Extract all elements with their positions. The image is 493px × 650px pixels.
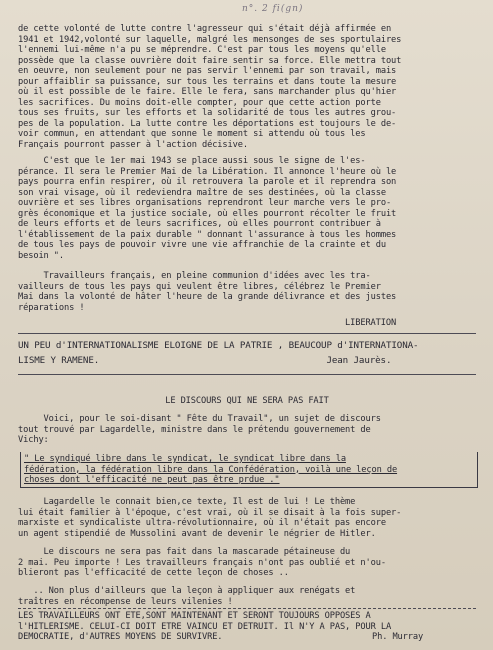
separator-line bbox=[18, 333, 476, 334]
paragraph-discours: Le discours ne sera pas fait dans la mascarade pétaineuse du 2 mai. Peu importe ! Les travailleurs français n'ont pas oublié et n'ou- blieront pas l'efficacité de cette leçon de choses .. bbox=[18, 547, 386, 578]
signature-murray: Ph. Murray bbox=[372, 632, 424, 642]
jaures-quote: UN PEU d'INTERNATIONALISME ELOIGNE DE LA PATRIE , BEAUCOUP d'INTERNATIONA- LISME Y RAMENE. Jean Jaurès. bbox=[18, 340, 419, 366]
paragraph-resistance: de cette volonté de lutte contre l'agresseur qui s'était déjà affirmée en 1941 et 1942,volonté sur laquelle, malgré les mensonges de ses sportulaires l'ennemi lui-même n'a pu se méprendre. C'est par tous les moyens qu'elle possède que la classe ouvrière doit faire sentir sa force. Elle mettra tout en oeuvre, non seulement pour ne pas servir l'ennemi par son travail, mais pour affaiblir sa puissance, sur tous les terrains et dans toute la mesure où il est possible de le faire. Elle le fera, sans marchander plus qu'hier les sacrifices. Du moins doit-elle compter, pour que cette action porte tous ses fruits, sur les efforts et la solidarité de tous les autres grou- pes de la population. La lutte contre les déportations est toujours le de- voir commun, en attendant que sonne le moment si attendu où tous les Français pourront passer à l'action décisive. bbox=[18, 24, 402, 150]
paragraph-lagardelle: Lagardelle le connait bien,ce texte, Il est de lui ! Le thème lui était familier à l'époque, c'est vrai, où il se disait à la fois super- marxiste et syndicaliste ultra-révolutionnaire, où il n'était pas encore un agent stipendié de Mussolini avant de devenir le négrier de Hitler. bbox=[18, 497, 402, 539]
handwritten-note: n°. 2 fi(gn) bbox=[242, 4, 304, 14]
paragraph-hope: C'est que le 1er mai 1943 se place aussi sous le signe de l'es- pérance. Il sera le Premier Mai de la Libération. Il annonce l'heure où le pays pourra enfin respirer, où il retrouvera la parole et il reprendra son son vrai visage, où il redeviendra maître de ses destinées, où la classe ouvrière et ses libres organisations reprendront leur marche vers le pro- grès économique et la justice sociale, où elles pourront récolter le fruit de leurs efforts et de leurs sacrifices, où elles pourront contribuer à l'établissement de la paix durable " donnant l'assurance à tous les hommes de tous les pays de pouvoir vivre une vie affranchie de la crainte et du besoin ". bbox=[18, 156, 397, 261]
section-title: LE DISCOURS QUI NE SERA PAS FAIT bbox=[165, 396, 329, 406]
paragraph-appeal: Travailleurs français, en pleine communion d'idées avec les tra- vailleurs de tous les pays qui veulent être libres, célébrez le Premier Mai dans la volonté de hâter l'heure de la grande délivrance et des justes réparations ! bbox=[18, 271, 397, 313]
boxed-quote: " Le syndiqué libre dans le syndicat, le syndicat libre dans la fédération, la fédération libre dans la Confédération, voilà une leçon de choses dont l'efficacité ne peut pas être prdue ." bbox=[24, 454, 398, 485]
closing-statement: LES TRAVAILLEURS ONT ETE,SONT MAINTENANT ET SERONT TOUJOURS OPPOSES A l'HITLERISME. CELUI-CI DOIT ETRE VAINCU ET DETRUIT. Il N'Y A PAS, POUR LA DEMOCRATIE, d'AUTRES MOYENS DE SURVIVRE. bbox=[18, 611, 392, 642]
separator-line bbox=[18, 374, 476, 375]
signature-liberation: LIBERATION bbox=[345, 318, 397, 328]
paragraph-renegats: .. Non plus d'ailleurs que la leçon à appliquer aux renégats et traîtres en récompense de leurs vilenies ! bbox=[18, 586, 356, 607]
paragraph-intro: Voici, pour le soi-disant " Fête du Travail", un sujet de discours tout trouvé par Lagardelle, ministre dans le prétendu gouvernement de Vichy: bbox=[18, 414, 381, 445]
separator-line bbox=[18, 608, 476, 609]
